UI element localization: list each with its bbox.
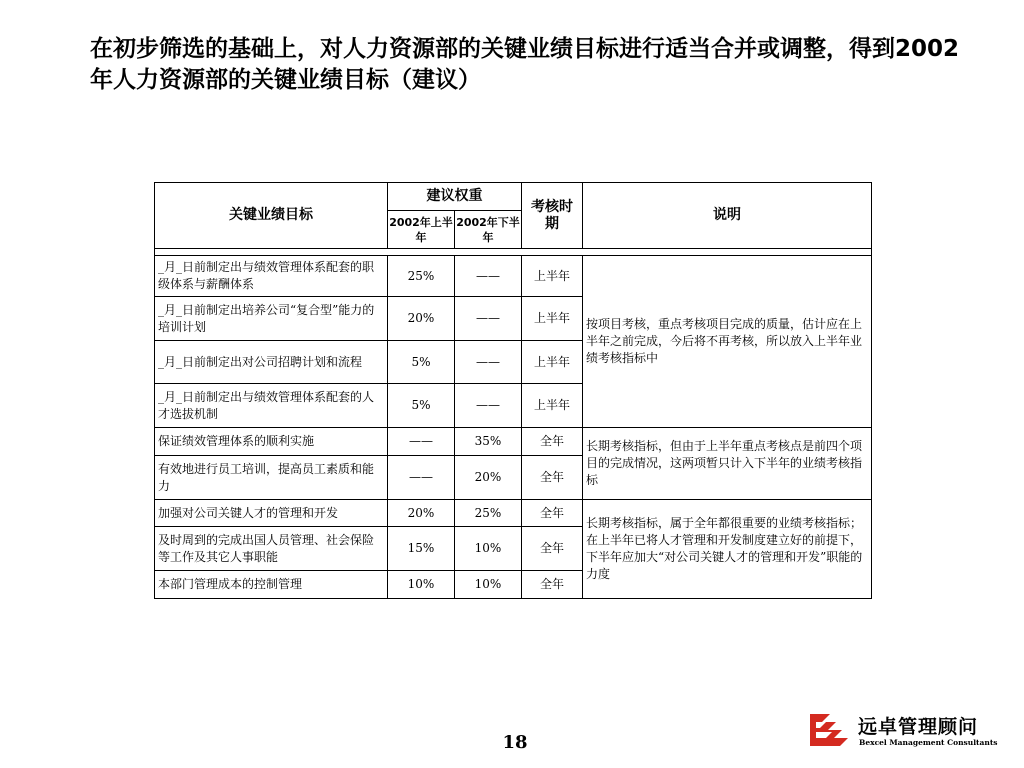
- weight-h2-cell: 20%: [455, 456, 522, 500]
- table-row: [155, 428, 872, 456]
- weight-h2-cell: ——: [455, 341, 522, 384]
- goal-cell: _月_日前制定出与绩效管理体系配套的职级体系与薪酬体系: [155, 256, 388, 297]
- period-cell: 全年: [522, 571, 583, 599]
- weight-h1-cell: 20%: [388, 297, 455, 341]
- page-number: 18: [502, 732, 528, 753]
- weight-h1-cell: 10%: [388, 571, 455, 599]
- period-cell: 上半年: [522, 384, 583, 428]
- kpi-table: [154, 182, 872, 599]
- weight-h2-cell: ——: [455, 297, 522, 341]
- logo-name-cn: 远卓管理顾问: [858, 716, 979, 738]
- weight-h1-cell: 15%: [388, 527, 455, 571]
- period-cell: 上半年: [522, 256, 583, 297]
- weight-h2-cell: 10%: [455, 527, 522, 571]
- goal-cell: _月_日前制定出与绩效管理体系配套的人才选拔机制: [155, 384, 388, 428]
- period-cell: 上半年: [522, 297, 583, 341]
- logo-mark-icon: [808, 710, 852, 750]
- header-note: 说明: [583, 183, 872, 249]
- goal-cell: _月_日前制定出对公司招聘计划和流程: [155, 341, 388, 384]
- goal-cell: 及时周到的完成出国人员管理、社会保险等工作及其它人事职能: [155, 527, 388, 571]
- period-cell: 全年: [522, 456, 583, 500]
- note-cell: 长期考核指标，属于全年都很重要的业绩考核指标；在上半年已将人才管理和开发制度建立好的前提下，下半年应加大“对公司关键人才的管理和开发”职能的力度: [583, 500, 872, 599]
- table-row: [155, 256, 872, 297]
- header-period: 考核时期: [522, 183, 583, 249]
- table-row: [155, 500, 872, 527]
- period-cell: 全年: [522, 428, 583, 456]
- company-logo: [808, 710, 1008, 750]
- header-second-half: 2002年下半年: [455, 211, 522, 249]
- kpi-table-container: [154, 182, 872, 599]
- period-cell: 上半年: [522, 341, 583, 384]
- weight-h1-cell: 5%: [388, 384, 455, 428]
- weight-h1-cell: ——: [388, 456, 455, 500]
- weight-h1-cell: 5%: [388, 341, 455, 384]
- weight-h1-cell: ——: [388, 428, 455, 456]
- weight-h1-cell: 20%: [388, 500, 455, 527]
- logo-name-en: Bexcel Management Consultants: [859, 738, 998, 747]
- goal-cell: 有效地进行员工培训，提高员工素质和能力: [155, 456, 388, 500]
- weight-h2-cell: 10%: [455, 571, 522, 599]
- header-kpi: 关键业绩目标: [155, 183, 388, 249]
- weight-h2-cell: ——: [455, 384, 522, 428]
- goal-cell: 保证绩效管理体系的顺利实施: [155, 428, 388, 456]
- goal-cell: 本部门管理成本的控制管理: [155, 571, 388, 599]
- page-title: 在初步筛选的基础上，对人力资源部的关键业绩目标进行适当合并或调整，得到2002年人力资源部的关键业绩目标（建议）: [90, 36, 960, 93]
- weight-h2-cell: ——: [455, 256, 522, 297]
- period-cell: 全年: [522, 527, 583, 571]
- weight-h2-cell: 25%: [455, 500, 522, 527]
- period-cell: 全年: [522, 500, 583, 527]
- header-weight: 建议权重: [388, 183, 522, 211]
- header-first-half: 2002年上半年: [388, 211, 455, 249]
- note-cell: 按项目考核，重点考核项目完成的质量，估计应在上半年之前完成，今后将不再考核，所以放入上半年业绩考核指标中: [583, 256, 872, 428]
- weight-h1-cell: 25%: [388, 256, 455, 297]
- note-cell: 长期考核指标，但由于上半年重点考核点是前四个项目的完成情况，这两项暂只计入下半年的业绩考核指标: [583, 428, 872, 500]
- goal-cell: 加强对公司关键人才的管理和开发: [155, 500, 388, 527]
- separator-row: [155, 249, 872, 256]
- weight-h2-cell: 35%: [455, 428, 522, 456]
- goal-cell: _月_日前制定出培养公司“复合型”能力的培训计划: [155, 297, 388, 341]
